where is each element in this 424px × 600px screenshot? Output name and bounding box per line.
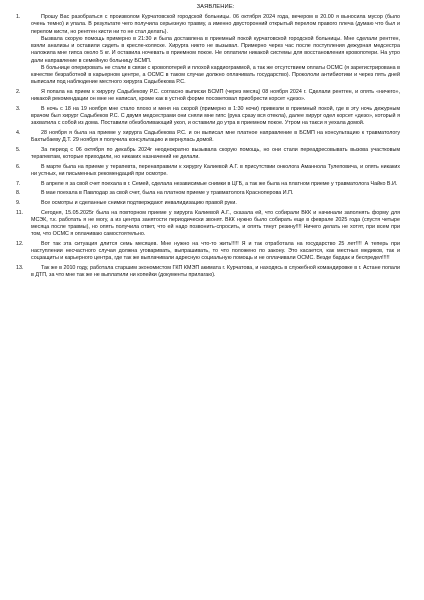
document-title: ЗАЯВЛЕНИЕ:	[196, 4, 235, 10]
item-paragraph: Сегодня, 15.05.2025г была на повторном приеме у хирурга Калиевой А.Г., сказала ей, что собирали ВКК и начинали заполнять форму для МСЭК, т.к. работать я не могу, а из центра занятости периодически звонят. ВКК нужно было собирать еще в феврале 2025 года (спустя четыре месяца после травмы), но опять получила ответ, что ей надо позвонить-спросить, и опять тянут резину!!!! Ничего делать не хотят, при всем при том, что ОСМС я оплачиваю самостоятельно.	[31, 209, 400, 238]
item-number: 8.	[16, 190, 21, 197]
item-number: 6.	[16, 163, 21, 170]
statement-item	[16, 190, 400, 197]
statement-item	[16, 209, 400, 239]
statement-item	[16, 129, 400, 145]
item-paragraph: Все осмотры и сделанные снимки подтверждают инвалидизацию правой руки.	[41, 199, 237, 206]
item-paragraph: В больнице оперировать не стали в связи с кровопотерей и плохой кардиограммой, а так же отсутствием оплаты ОСМС (я зарегистрирована в качестве безработной в карьерном центре, а ОСМС в таком случае должно оплачивать государство). Прокололи антибиотики и через пять дней выписали под наблюдение местного хирурга Садыбекова Р.С.	[31, 64, 400, 86]
item-number: 2.	[16, 88, 21, 95]
item-number: 1.	[16, 14, 21, 20]
item-paragraph: Вот так эта ситуация длится семь месяцев. Мне нужно на что-то жить!!!!! Я и так отработала на государство 25 лет!!!! А теперь при наступлении несчастного случая должна уговаривать, выпрашивать, то что положено по закону. Это касается, как местных медиков, так и соцзащиты и карьерного центра, где так же выплачивали адресную социальную помощь и не оплачивали ОСМС. Везде бардак и беспредел!!!!!	[31, 240, 400, 262]
item-paragraph: В марте была на приеме у терапевта, перенаправили к хирургу Калиевой А.Г. в присутствии онколога Аманнола Тулеповича, и опять никаких ни устных, ни письменных рекомендаций при осмотре.	[31, 163, 400, 177]
statement-item	[16, 265, 400, 280]
item-number: 4.	[16, 129, 21, 136]
item-paragraph: 28 ноября я была на приеме у хирурга Садыбекова Р.С. и он выписал мне платное направление в БСМП на консультацию к травматологу Бахтыбаеву Д.Т. 29 ноября я получила консультацию и вернулась домой.	[31, 129, 400, 144]
statement-item	[16, 105, 400, 128]
item-number: 5.	[16, 146, 21, 153]
item-paragraph: За период с 06 октября по декабрь 2024г неоднократно вызывала скорую помощь, но они стали переадресовывать вызова участковым терапевтам, которые приходили, но никаких назначений не делали.	[31, 146, 400, 161]
item-number: 9.	[16, 199, 21, 206]
statement-item	[16, 88, 400, 104]
item-number: 11.	[16, 209, 24, 216]
item-paragraph: Прошу Вас разобраться с произволом Курчатовской городской больницы. 06 октября 2024 года, вечером в 20.00 я выносила мусор (было очень темно) и упала. В результате чего получила серьезную травму, а именно двусторонний открытый перелом правого плеча (думаю что был и перелом кисти, но рентген кисти ни то не стал делать).	[31, 14, 400, 35]
statement-item	[16, 199, 400, 207]
statement-item	[16, 240, 400, 263]
item-number: 7.	[16, 180, 21, 187]
item-number: 3.	[16, 105, 21, 112]
item-paragraph: Я попала на прием к хирургу Садыбекову Р.С. согласно выписки БСМП (через месяц) 08 ноября 2024 г. Сделали рентген, и опять «ничего», никакой рекомендации он мне не написал, кроме как в устной форме посоветовал приобрести корсет «дезо».	[31, 88, 400, 103]
statement-item	[16, 180, 400, 188]
statement-item	[16, 14, 400, 87]
item-paragraph: В ночь с 18 на 19 ноября мне стало плохо и меня на скорой (примерно в 1:30 ночи) привезли в приемный покой, где в эту ночь дежурным врачом был хирург Садыбеков Р.С. С двумя медсестрами они сняли мне гипс (рука сразу вся отекла), далее хирург одел корсет «дезо», который я захватила с собой из дома. Поставили обезболивающий укол, и оставили до утра в приемном покое. Утром на такси я уехала домой.	[31, 105, 400, 127]
statement-item	[16, 163, 400, 179]
item-number: 13.	[16, 265, 24, 272]
statement-list	[16, 14, 400, 280]
item-paragraph: Вызвала скорую помощь примерно в 21:30 и была доставлена в приемный покой курчатовской городской больницы. Мне сделали рентген, взяли анализы и оставили сидеть в кресле-коляске. Хирурга никто не вызывал. Примерно через час после поступления дежурная медсестра наложила мне гипса около 5 кг. И оставила ночевать в приемном покое. Не оплатили никакой системы для восстановления кровопотери. На утро дали направление в семейную больницу БСМП.	[31, 35, 400, 64]
item-paragraph: В мае поехала в Павлодар за свой счет, была на платном приеме у травматолога Красноперова И.П.	[41, 190, 294, 197]
item-paragraph: Так же в 2010 году, работала старшим экономистом ГКП КМЭП акимата г. Курчатова, и находясь в служебной командировке в г. Астане попали в ДТП, за что мне так же не выплатили ни копейки (документы прилагаю).	[31, 265, 400, 279]
item-number: 12.	[16, 240, 24, 247]
item-paragraph: В апреле я за свой счет поехала в г. Семей, сделала независимые снимки в ЦГБ, а так же была на платном приеме у травматолога Чайко В.И.	[41, 180, 398, 187]
statement-item	[16, 146, 400, 162]
